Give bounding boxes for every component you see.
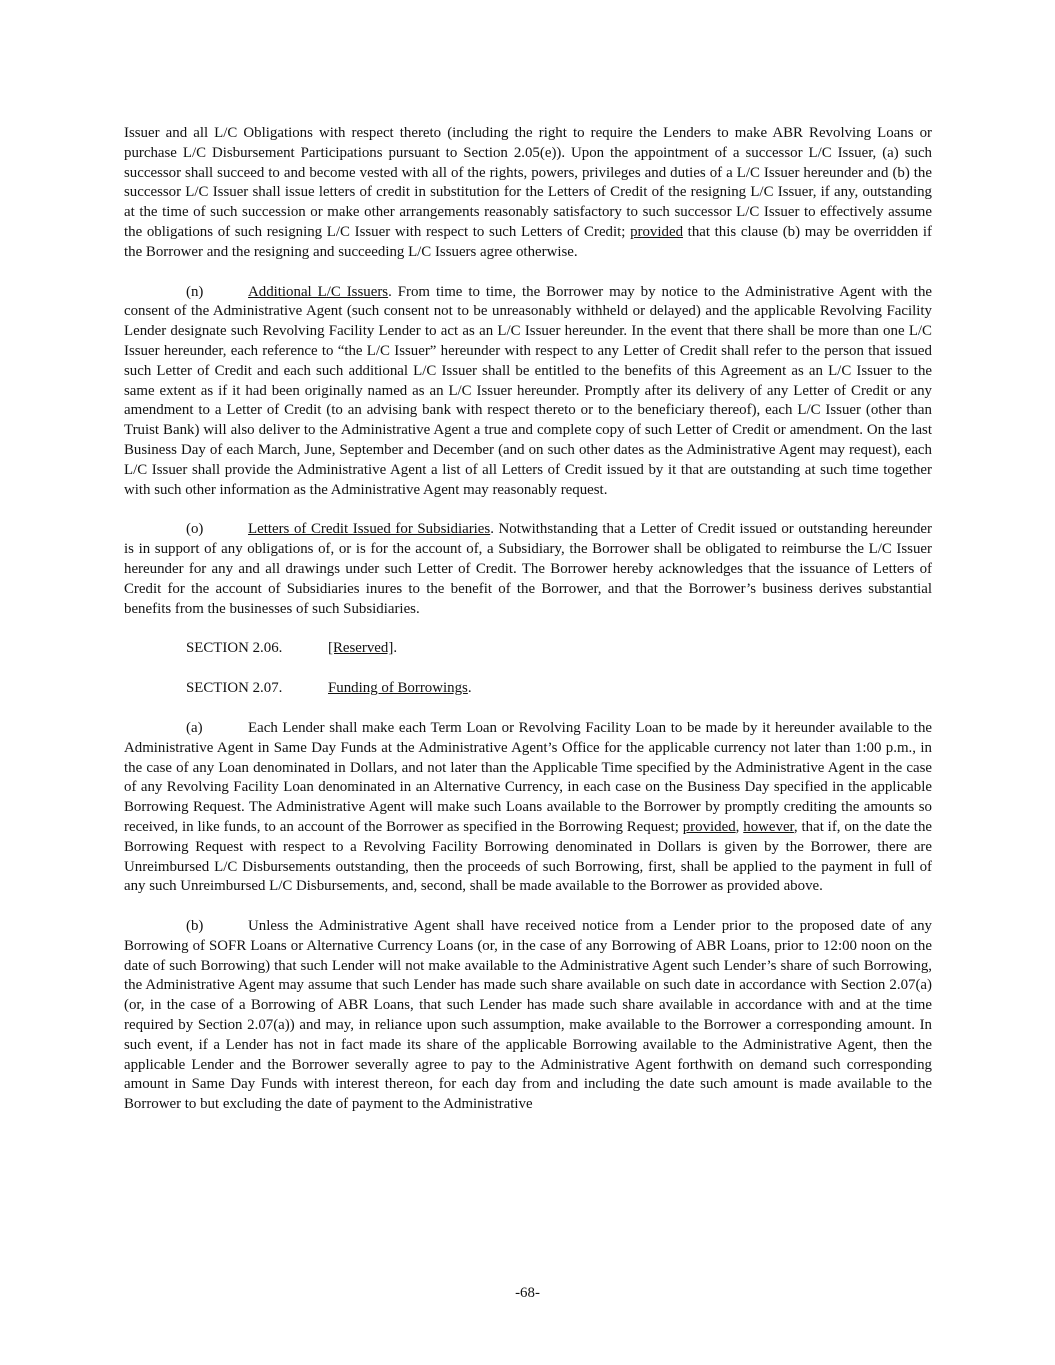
document-page (124, 124, 932, 1135)
paragraph-heading: Letters of Credit Issued for Subsidiaries (248, 521, 491, 538)
section-2-06-heading (186, 639, 932, 659)
provided-term: provided (630, 223, 684, 240)
paragraph-marker: (a) (186, 719, 203, 736)
paragraph-a (124, 719, 932, 897)
paragraph-text: . From time to time, the Borrower may by notice to the Administrative Agent with the consent of the Administrative Agent (such consent not to be unreasonably withheld or delayed) and the applicable Revolving Facility Lender designate such Revolving Facility Lender to act as an L/C Issuer hereunder. In the event that there shall be more than one L/C Issuer hereunder, each reference to “the L/C Issuer” hereunder with respect to any Letter of Credit shall refer to the person that issued such Letter of Credit and each such additional L/C Issuer shall be entitled to the benefits of this Agreement as an L/C Issuer to the same extent as if it had been originally named as an L/C Issuer hereunder. Promptly after its delivery of any Letter of Credit or any amendment to a Letter of Credit (to an advising bank with respect thereto or to the beneficiary thereof), each L/C Issuer (other than Truist Bank) will also deliver to the Administrative Agent a true and complete copy of such Letter of Credit or amendment. On the last Business Day of each March, June, September and December (and on such other dates as the Administrative Agent may request), each L/C Issuer shall provide the Administrative Agent a list of all Letters of Credit issued by it that are outstanding at such time together with such other information as the Administrative Agent may reasonably request. (124, 283, 932, 498)
paragraph-text: . Notwithstanding that a Letter of Credit issued or outstanding hereunder is in support of any obligations of, or is for the account of, a Subsidiary, the Borrower shall be obligated to reimburse the L/C Issuer hereunder for any and all drawings under such Letter of Credit. The Borrower hereby acknowledges that the issuance of Letters of Credit for the account of Subsidiaries inures to the benefit of the Borrower, and that the Borrower’s business derives substantial benefits from the businesses of such Subsidiaries. (124, 521, 932, 617)
provided-term: provided (682, 818, 736, 835)
section-title: [Reserved] (328, 640, 394, 657)
section-title: Funding of Borrowings (328, 680, 468, 697)
paragraph-m-continuation (124, 124, 932, 263)
paragraph-marker: (n) (186, 283, 204, 300)
paragraph-text: that this clause (b) may be overridden if the Borrower and the resigning and succeeding L/C Issuers agree otherwise. (124, 223, 932, 260)
paragraph-text: Each Lender shall make each Term Loan or Revolving Facility Loan to be made by it hereunder available to the Administrative Agent in Same Day Funds at the Administrative Agent’s Office for the applicable currency not later than 1:00 p.m., in the case of any Loan denominated in Dollars, and not later than the Applicable Time specified by the Administrative Agent in the case of any Revolving Facility Loan denominated in an Alternative Currency, in each case on the Business Day specified in the applicable Borrowing Request. The Administrative Agent will make such Loans available to the Borrower by promptly crediting the amounts so received, in like funds, to an account of the Borrower as specified in the Borrowing Request; (124, 719, 932, 835)
paragraph-marker: (o) (186, 521, 204, 538)
paragraph-marker: (b) (186, 918, 204, 935)
section-number: SECTION 2.07. (186, 680, 283, 697)
section-title-period: . (393, 640, 398, 657)
paragraph-n (124, 283, 932, 501)
paragraph-text: Issuer and all L/C Obligations with respect thereto (including the right to require the Lenders to make ABR Revolving Loans or purchase L/C Disbursement Participations pursuant to Section 2.05(e)). Upon the appointment of a successor L/C Issuer, (a) such successor shall succeed to and become vested with all of the rights, powers, privileges and duties of a L/C Issuer hereunder and (b) the successor L/C Issuer shall issue letters of credit in substitution for the Letters of Credit of the resigning L/C Issuer, if any, outstanding at the time of such succession or make other arrangements reasonably satisfactory to such successor L/C Issuer to effectively assume the obligations of such resigning L/C Issuer with respect to such Letters of Credit; (124, 125, 932, 240)
section-title-period: . (467, 680, 472, 697)
paragraph-b (124, 917, 932, 1115)
however-term: however (743, 818, 794, 835)
paragraph-text: , (735, 818, 744, 835)
section-number: SECTION 2.06. (186, 640, 283, 657)
paragraph-heading: Additional L/C Issuers (248, 283, 389, 300)
paragraph-text: Unless the Administrative Agent shall have received notice from a Lender prior to the proposed date of any Borrowing of SOFR Loans or Alternative Currency Loans (or, in the case of any Borrowing of ABR Loans, prior to 12:00 noon on the date of such Borrowing) that such Lender will not make available to the Administrative Agent such Lender’s share of such Borrowing, the Administrative Agent may assume that such Lender has made such share available on such date in accordance with Section 2.07(a) (or, in the case of a Borrowing of ABR Loans, that such Lender has made such share available in accordance with and at the time required by Section 2.07(a)) and may, in reliance upon such assumption, make available to the Borrower a corresponding amount. In such event, if a Lender has not in fact made its share of the applicable Borrowing available to the Administrative Agent, then the applicable Lender and the Borrower severally agree to pay to the Administrative Agent forthwith on demand such corresponding amount in Same Day Funds with interest thereon, for each day from and including the date such amount is made available to the Borrower to but excluding the date of payment to the Administrative (124, 918, 932, 1113)
paragraph-o (124, 520, 932, 619)
section-2-07-heading (186, 679, 932, 699)
paragraph-text: , that if, on the date the Borrowing Request with respect to a Revolving Facility Borrowing denominated in Dollars is given by the Borrower, there are Unreimbursed L/C Disbursements outstanding, then the proceeds of such Borrowing, first, shall be applied to the payment in full of any such Unreimbursed L/C Disbursements, and, second, shall be made available to the Borrower as provided above. (124, 818, 933, 895)
page-number: -68- (515, 1285, 540, 1301)
